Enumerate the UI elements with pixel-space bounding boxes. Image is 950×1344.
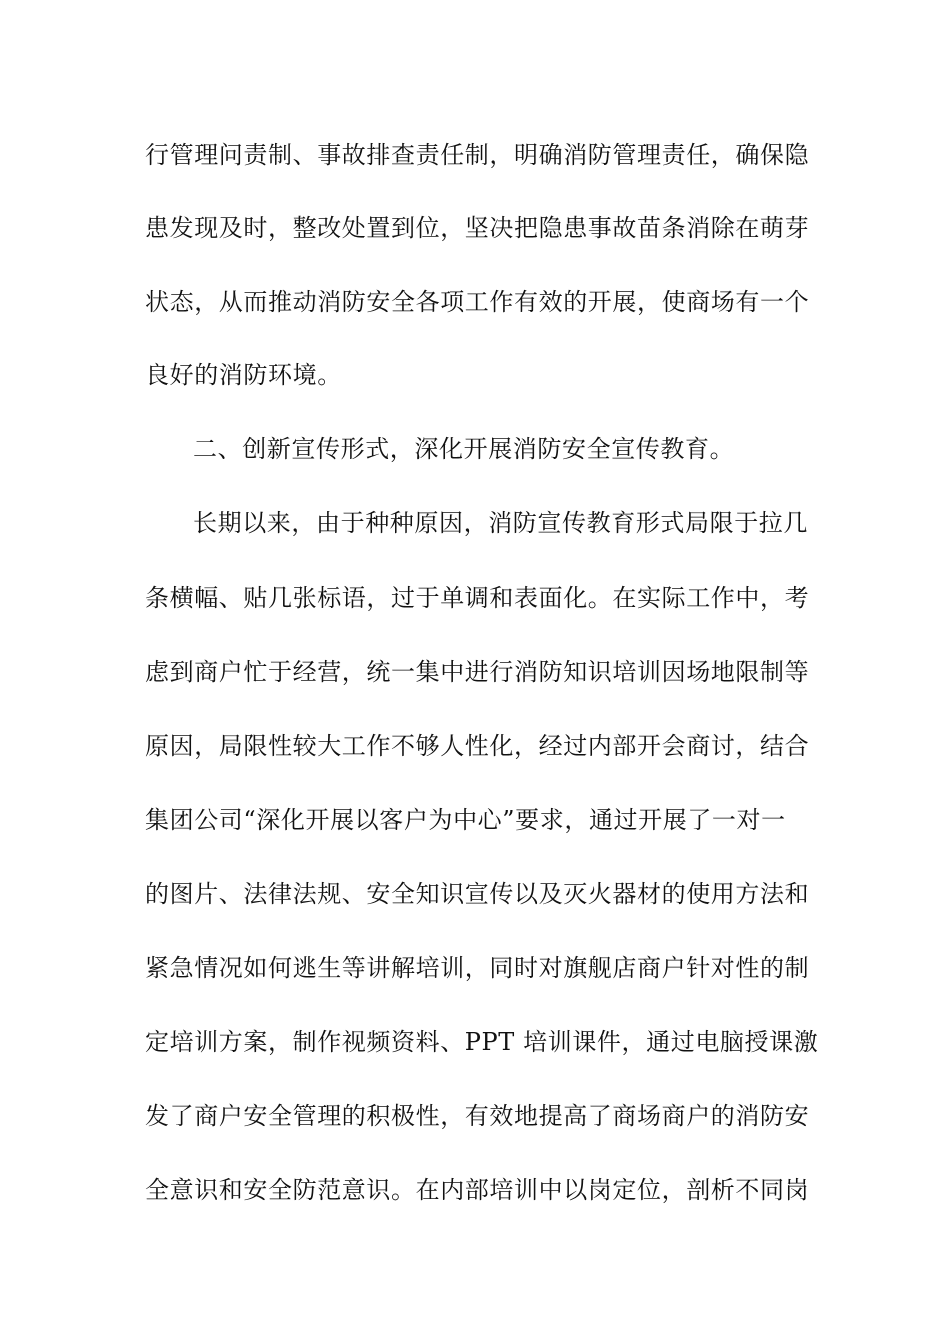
text-line: 原因，局限性较大工作不够人性化，经过内部开会商讨，结合 [145,732,810,760]
text-line: 集团公司“深化开展以客户为中心”要求，通过开展了一对一 [145,806,786,834]
text-line: 紧急情况如何逃生等讲解培训，同时对旗舰店商户针对性的制 [145,954,810,982]
text-line: 长期以来，由于种种原因，消防宣传教育形式局限于拉几 [193,509,808,537]
text-line: 良好的消防环境。 [145,361,342,389]
text-line: 的图片、法律法规、安全知识宣传以及灭火器材的使用方法和 [145,880,810,908]
text-line: 行管理问责制、事故排查责任制，明确消防管理责任，确保隐 [145,141,810,169]
text-line: 状态，从而推动消防安全各项工作有效的开展，使商场有一个 [145,288,810,316]
text-line: 条横幅、贴几张标语，过于单调和表面化。在实际工作中，考 [145,584,810,612]
text-line: 发了商户安全管理的积极性，有效地提高了商场商户的消防安 [145,1102,810,1130]
section-heading: 二、创新宣传形式，深化开展消防安全宣传教育。 [193,435,735,463]
text-line: 定培训方案，制作视频资料、PPT 培训课件，通过电脑授课激 [145,1028,819,1056]
text-line: 全意识和安全防范意识。在内部培训中以岗定位，剖析不同岗 [145,1176,810,1204]
text-line: 虑到商户忙于经营，统一集中进行消防知识培训因场地限制等 [145,658,810,686]
text-line: 患发现及时，整改处置到位，坚决把隐患事故苗条消除在萌芽 [145,214,810,242]
